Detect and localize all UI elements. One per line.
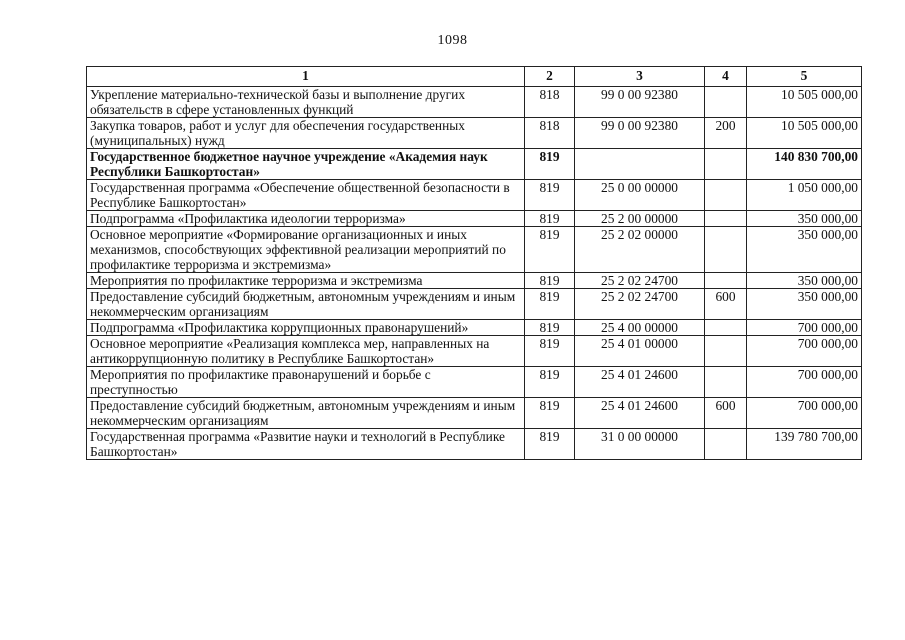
row-department-code-cell: 819: [525, 227, 575, 273]
row-amount-cell: 700 000,00: [747, 320, 862, 336]
row-target-article-cell: 25 2 02 24700: [575, 273, 705, 289]
table-row: [87, 180, 862, 211]
table-row: [87, 429, 862, 460]
row-target-article-cell: 99 0 00 92380: [575, 87, 705, 118]
row-amount-cell: 350 000,00: [747, 273, 862, 289]
column-header-3: 3: [575, 67, 705, 87]
table-row: [87, 367, 862, 398]
row-expense-type-cell: [705, 273, 747, 289]
row-amount-cell: 700 000,00: [747, 398, 862, 429]
row-expense-type-cell: [705, 367, 747, 398]
row-amount-cell: 700 000,00: [747, 367, 862, 398]
table-row: [87, 398, 862, 429]
row-expense-type-cell: [705, 227, 747, 273]
row-expense-type-cell: [705, 320, 747, 336]
table-row: [87, 289, 862, 320]
row-amount-cell: 140 830 700,00: [747, 149, 862, 180]
table-row: [87, 118, 862, 149]
row-department-code-cell: 819: [525, 398, 575, 429]
row-expense-type-cell: [705, 429, 747, 460]
row-expense-type-cell: 600: [705, 398, 747, 429]
row-target-article-cell: 31 0 00 00000: [575, 429, 705, 460]
row-expense-type-cell: 200: [705, 118, 747, 149]
row-expense-type-cell: [705, 211, 747, 227]
row-name-cell: Государственная программа «Развитие науки и технологий в Республике Башкортостан»: [87, 429, 525, 460]
row-name-cell: Укрепление материально-технической базы и выполнение других обязательств в сфере установленных функций: [87, 87, 525, 118]
row-department-code-cell: 818: [525, 87, 575, 118]
row-department-code-cell: 819: [525, 336, 575, 367]
row-expense-type-cell: 600: [705, 289, 747, 320]
row-department-code-cell: 819: [525, 320, 575, 336]
row-expense-type-cell: [705, 149, 747, 180]
row-department-code-cell: 818: [525, 118, 575, 149]
row-expense-type-cell: [705, 180, 747, 211]
row-name-cell: Мероприятия по профилактике терроризма и экстремизма: [87, 273, 525, 289]
row-department-code-cell: 819: [525, 273, 575, 289]
row-department-code-cell: 819: [525, 367, 575, 398]
row-amount-cell: 10 505 000,00: [747, 87, 862, 118]
row-target-article-cell: 25 4 00 00000: [575, 320, 705, 336]
row-name-cell: Государственная программа «Обеспечение общественной безопасности в Республике Башкортостан»: [87, 180, 525, 211]
page-number: 1098: [437, 33, 468, 48]
row-target-article-cell: 25 4 01 00000: [575, 336, 705, 367]
row-name-cell: Мероприятия по профилактике правонарушений и борьбе с преступностью: [87, 367, 525, 398]
row-name-cell: Предоставление субсидий бюджетным, автономным учреждениям и иным некоммерческим организациям: [87, 398, 525, 429]
row-amount-cell: 139 780 700,00: [747, 429, 862, 460]
row-name-cell: Подпрограмма «Профилактика идеологии терроризма»: [87, 211, 525, 227]
table-body: [87, 87, 862, 460]
table-row: [87, 87, 862, 118]
row-target-article-cell: 25 4 01 24600: [575, 367, 705, 398]
column-header-2: 2: [525, 67, 575, 87]
row-department-code-cell: 819: [525, 289, 575, 320]
row-name-cell: Закупка товаров, работ и услуг для обеспечения государственных (муниципальных) нужд: [87, 118, 525, 149]
row-target-article-cell: 25 4 01 24600: [575, 398, 705, 429]
row-name-cell: Основное мероприятие «Формирование организационных и иных механизмов, способствующих эффективной реализации мероприятий по профилактике терроризма и экстремизма»: [87, 227, 525, 273]
row-amount-cell: 1 050 000,00: [747, 180, 862, 211]
column-header-5: 5: [747, 67, 862, 87]
row-department-code-cell: 819: [525, 211, 575, 227]
row-amount-cell: 350 000,00: [747, 289, 862, 320]
budget-table: [86, 66, 862, 460]
row-target-article-cell: 25 2 02 24700: [575, 289, 705, 320]
row-amount-cell: 700 000,00: [747, 336, 862, 367]
row-expense-type-cell: [705, 87, 747, 118]
row-target-article-cell: 25 0 00 00000: [575, 180, 705, 211]
row-target-article-cell: 25 2 02 00000: [575, 227, 705, 273]
row-amount-cell: 350 000,00: [747, 211, 862, 227]
table-row: [87, 336, 862, 367]
row-name-cell: Предоставление субсидий бюджетным, автономным учреждениям и иным некоммерческим организациям: [87, 289, 525, 320]
row-name-cell: Подпрограмма «Профилактика коррупционных правонарушений»: [87, 320, 525, 336]
row-department-code-cell: 819: [525, 429, 575, 460]
row-amount-cell: 10 505 000,00: [747, 118, 862, 149]
row-target-article-cell: 99 0 00 92380: [575, 118, 705, 149]
row-name-cell: Государственное бюджетное научное учреждение «Академия наук Республики Башкортостан»: [87, 149, 525, 180]
column-header-1: 1: [87, 67, 525, 87]
table-row: [87, 320, 862, 336]
table-header-row: [87, 67, 862, 87]
row-name-cell: Основное мероприятие «Реализация комплекса мер, направленных на антикоррупционную политику в Республике Башкортостан»: [87, 336, 525, 367]
column-header-4: 4: [705, 67, 747, 87]
table-row: [87, 211, 862, 227]
row-expense-type-cell: [705, 336, 747, 367]
table-row: [87, 227, 862, 273]
table-row: [87, 273, 862, 289]
row-department-code-cell: 819: [525, 149, 575, 180]
row-amount-cell: 350 000,00: [747, 227, 862, 273]
table-row: [87, 149, 862, 180]
row-department-code-cell: 819: [525, 180, 575, 211]
row-target-article-cell: 25 2 00 00000: [575, 211, 705, 227]
row-target-article-cell: [575, 149, 705, 180]
